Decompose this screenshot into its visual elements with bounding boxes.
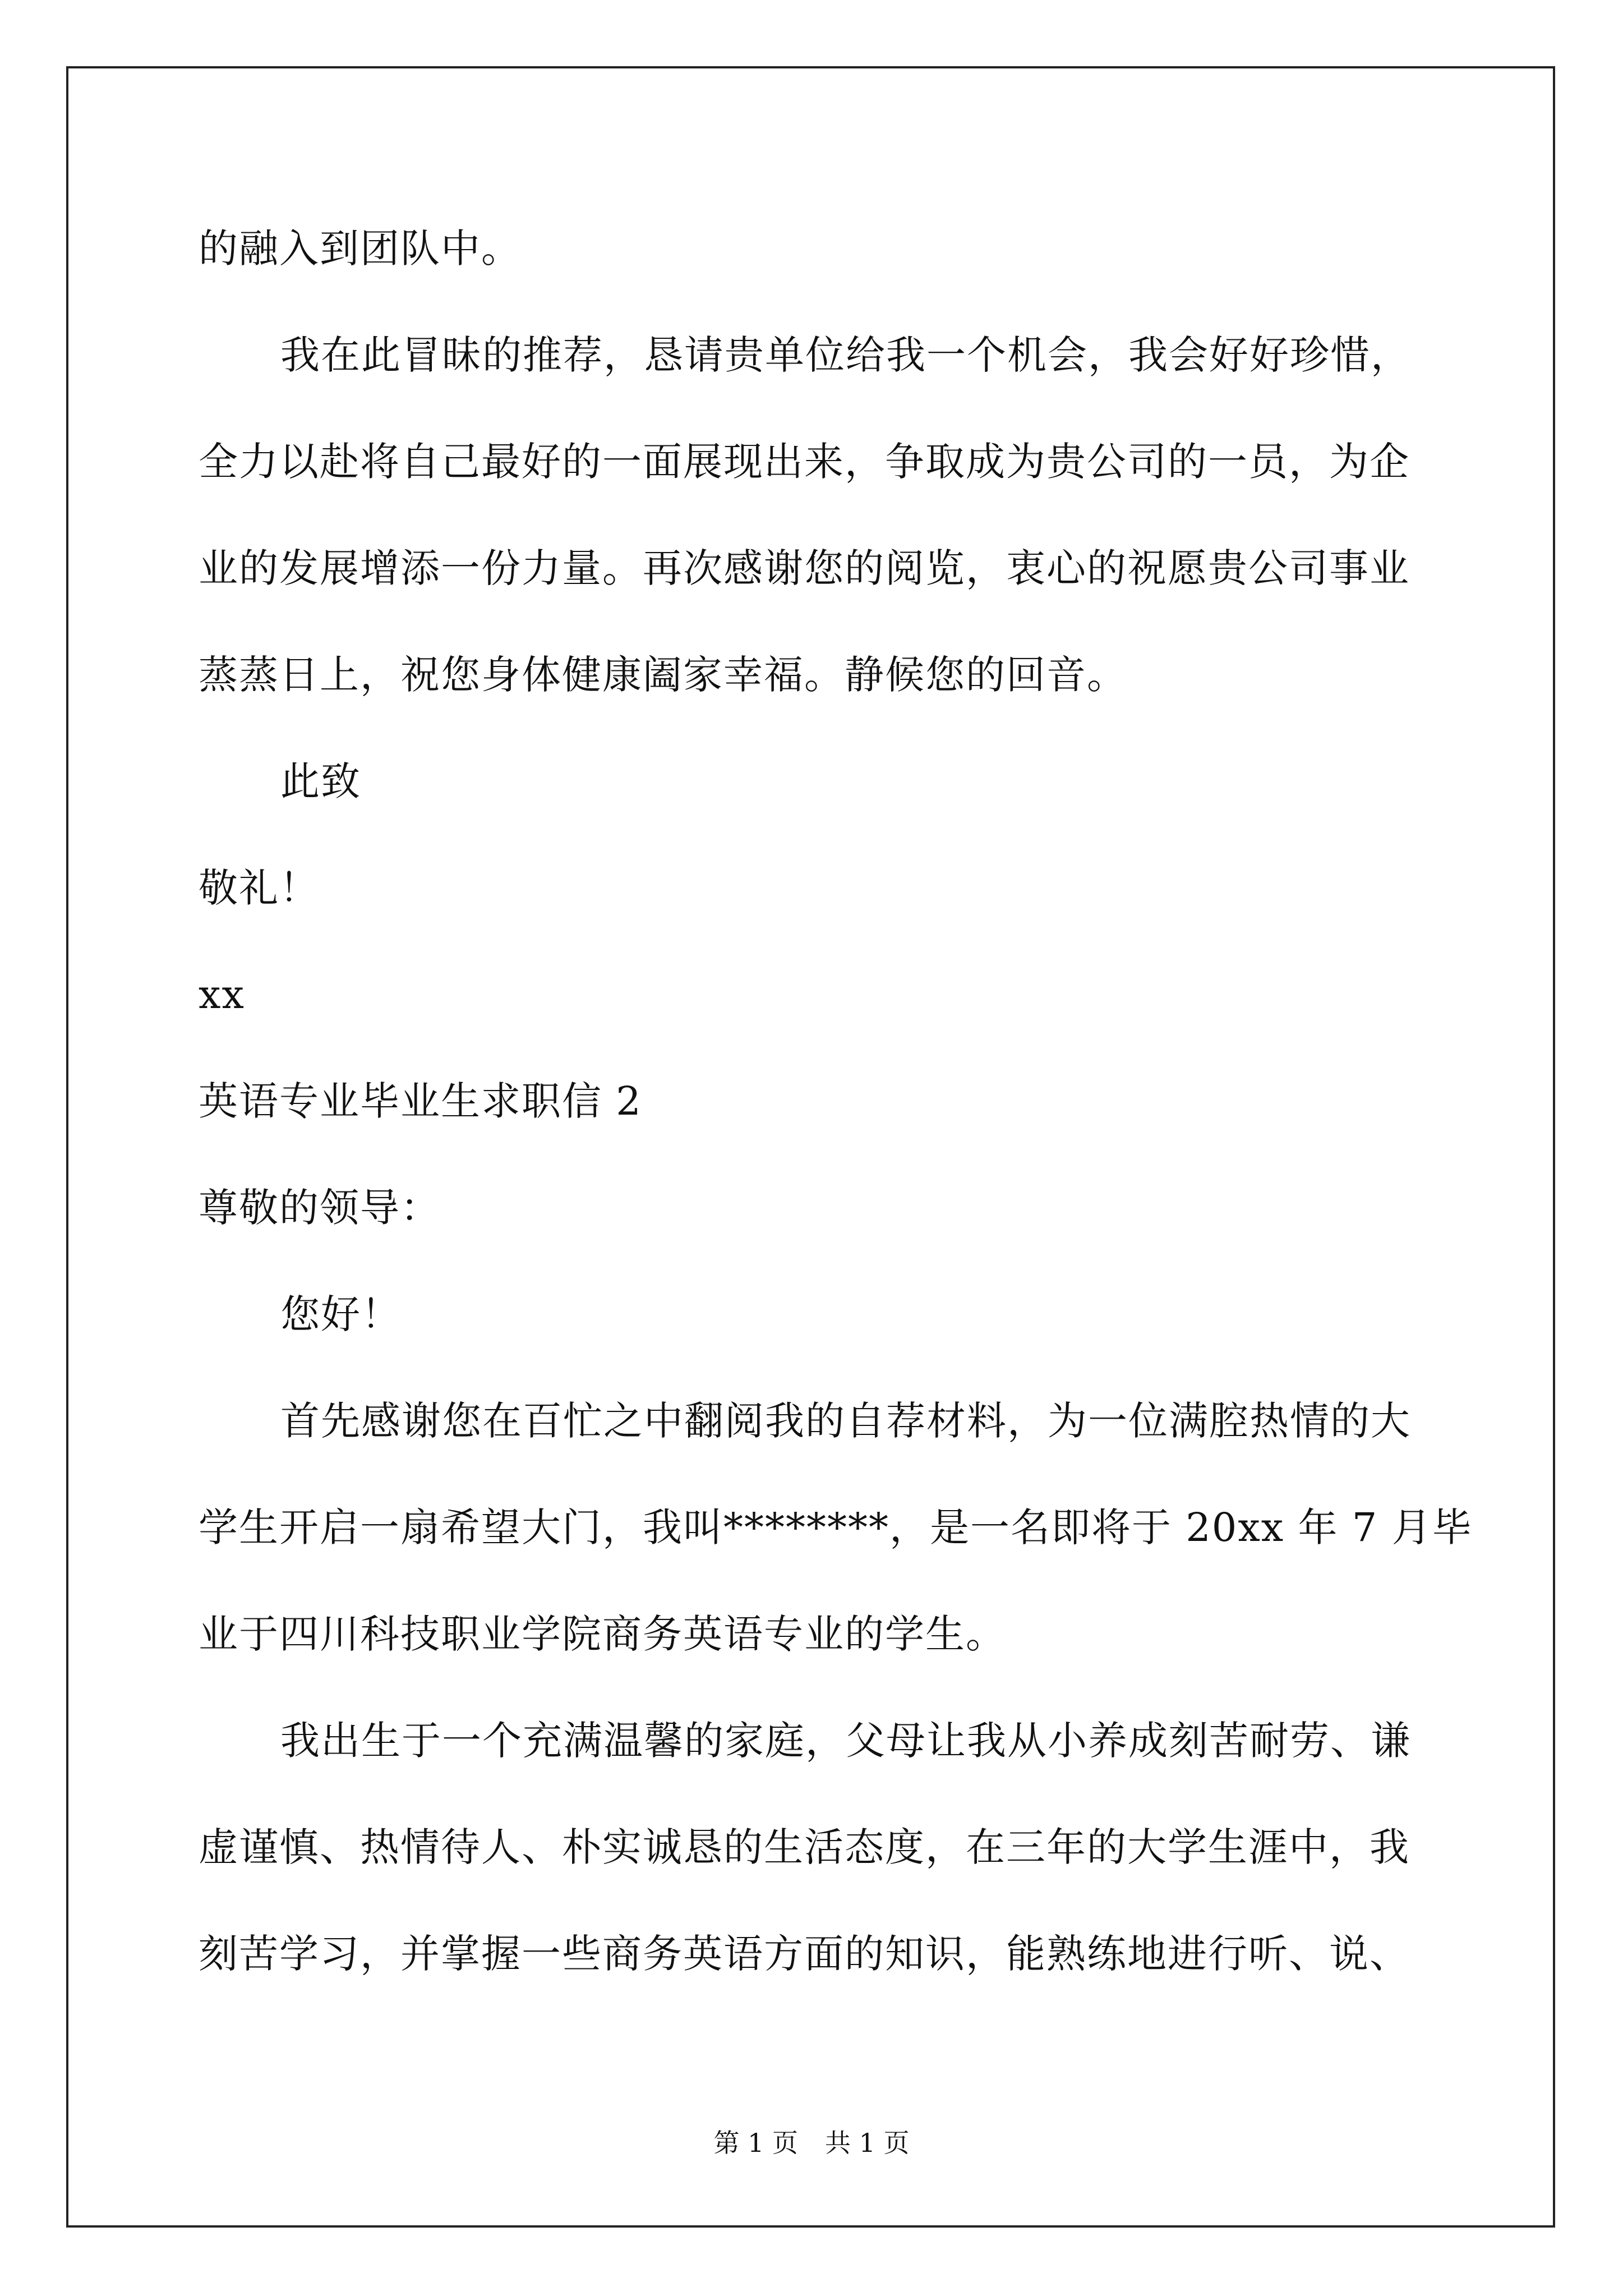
page-border bbox=[66, 66, 1555, 2228]
text-line-12: 首先感谢您在百忙之中翻阅我的自荐材料，为一位满腔热情的大 bbox=[280, 1398, 1411, 1444]
text-line-14: 业于四川科技职业学院商务英语专业的学生。 bbox=[199, 1611, 1006, 1657]
text-line-2: 我在此冒昧的推荐，恳请贵单位给我一个机会，我会好好珍惜， bbox=[280, 332, 1411, 378]
text-line-17: 刻苦学习，并掌握一些商务英语方面的知识，能熟练地进行听、说、 bbox=[199, 1931, 1410, 1977]
page-number: 第 1 页 bbox=[713, 2128, 798, 2158]
page-footer bbox=[0, 2126, 1623, 2160]
greeting: 尊敬的领导： bbox=[199, 1185, 441, 1231]
text-line-3: 全力以赴将自己最好的一面展现出来，争取成为贵公司的一员，为企 bbox=[199, 439, 1410, 485]
text-line-16: 虚谨慎、热情待人、朴实诚恳的生活态度，在三年的大学生涯中，我 bbox=[199, 1824, 1410, 1870]
greeting-hello: 您好！ bbox=[280, 1291, 402, 1337]
text-line-13: 学生开启一扇希望大门，我叫********，是一名即将于 20xx 年 7 月毕 bbox=[199, 1504, 1473, 1550]
signature: xx bbox=[199, 972, 245, 1018]
section-title: 英语专业毕业生求职信 2 bbox=[199, 1078, 642, 1124]
text-line-4: 业的发展增添一份力量。再次感谢您的阅览，衷心的祝愿贵公司事业 bbox=[199, 545, 1410, 591]
closing-phrase: 此致 bbox=[280, 758, 361, 804]
text-line-1: 的融入到团队中。 bbox=[199, 226, 522, 272]
page-total: 共 1 页 bbox=[825, 2128, 910, 2158]
text-line-15: 我出生于一个充满温馨的家庭，父母让我从小养成刻苦耐劳、谦 bbox=[280, 1718, 1411, 1764]
text-line-5: 蒸蒸日上，祝您身体健康阖家幸福。静候您的回音。 bbox=[199, 652, 1127, 698]
salutation-closing: 敬礼！ bbox=[199, 865, 320, 911]
